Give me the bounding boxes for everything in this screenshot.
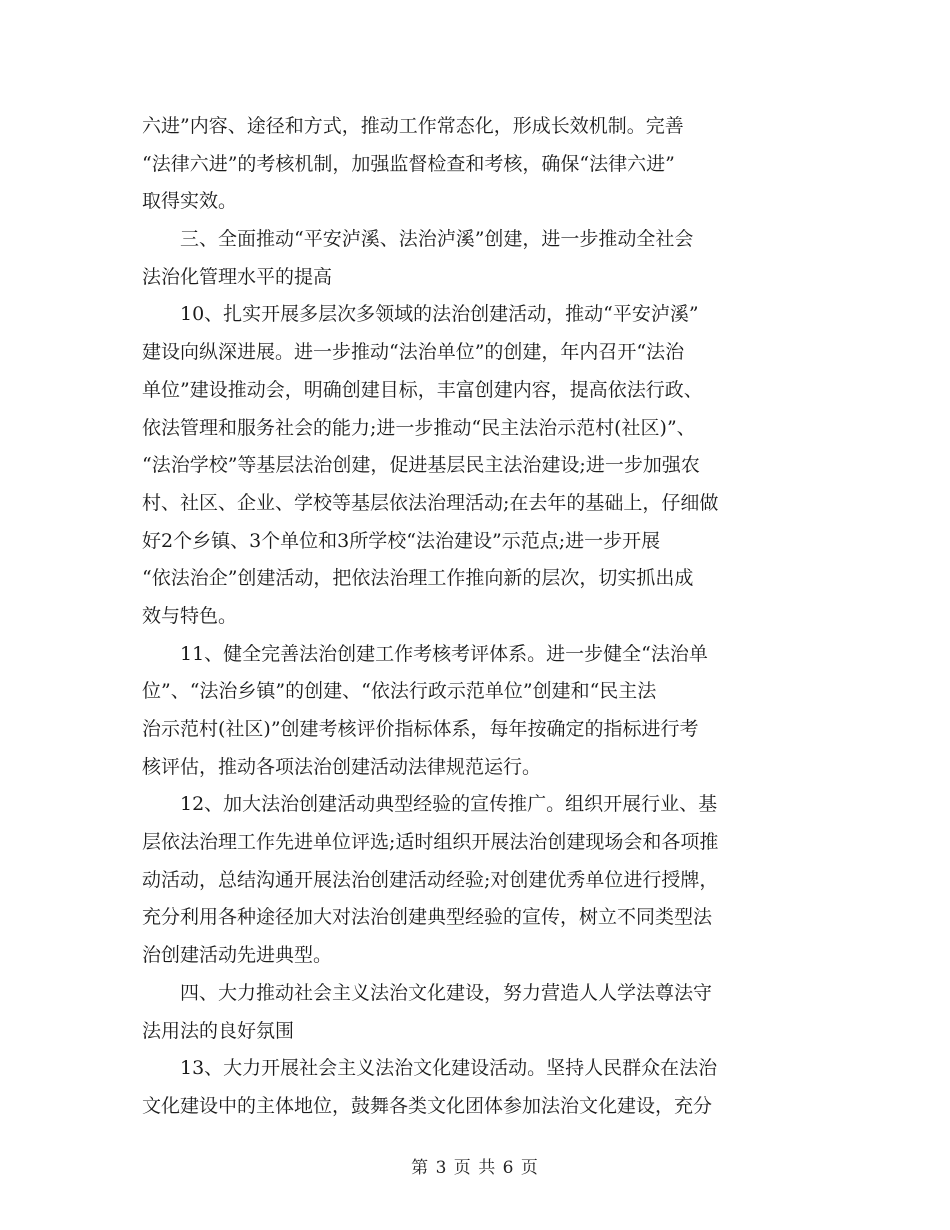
text-line: 充分利用各种途径加大对法治创建典型经验的宣传，树立不同类型法	[142, 906, 713, 929]
text-line: 法治化管理水平的提高	[142, 265, 333, 288]
page-footer: 第 3 页 共 6 页	[411, 1158, 539, 1178]
text-line: 六进”内容、途径和方式，推动工作常态化，形成长效机制。完善	[142, 115, 684, 137]
text-line: 治示范村(社区)”创建考核评价指标体系，每年按确定的指标进行考	[142, 718, 699, 740]
text-line: 建设向纵深进展。进一步推动“法治单位”的创建，年内召开“法治	[142, 341, 685, 364]
text-line: 11、健全完善法治创建工作考核考评体系。进一步健全“法治单	[180, 642, 708, 665]
text-line: 取得实效。	[142, 190, 238, 213]
text-line: 四、大力推动社会主义法治文化建设，努力营造人人学法尊法守	[180, 981, 713, 1004]
text-line: “法治学校”等基层法治创建，促进基层民主法治建设;进一步加强农	[142, 454, 700, 477]
text-line: “法律六进”的考核机制，加强监督检查和考核，确保“法律六进”	[142, 152, 675, 175]
text-line: 10、扎实开展多层次多领域的法治创建活动，推动“平安泸溪”	[180, 303, 699, 326]
text-line: 层依法治理工作先进单位评选;适时组织开展法治创建现场会和各项推	[142, 831, 719, 854]
text-line: 单位”建设推动会，明确创建目标，丰富创建内容，提高依法行政、	[142, 378, 703, 401]
text-line: 13、大力开展社会主义法治文化建设活动。坚持人民群众在法治	[180, 1057, 718, 1080]
text-line: 位”、“法治乡镇”的创建、“依法行政示范单位”创建和“民主法	[142, 680, 657, 703]
text-line: “依法治企”创建活动，把依法治理工作推向新的层次，切实抓出成	[142, 567, 694, 590]
text-line: 依法管理和服务社会的能力;进一步推动“民主法治示范村(社区)”、	[142, 416, 696, 439]
text-line: 12、加大法治创建活动典型经验的宣传推广。组织开展行业、基	[180, 793, 718, 816]
text-line: 治创建活动先进典型。	[142, 944, 333, 967]
text-line: 村、社区、企业、学校等基层依法治理活动;在去年的基础上，仔细做	[142, 491, 719, 514]
text-line: 核评估，推动各项法治创建活动法律规范运行。	[142, 755, 542, 778]
text-line: 效与特色。	[142, 604, 238, 627]
text-line: 三、全面推动“平安泸溪、法治泸溪”创建，进一步推动全社会	[180, 228, 694, 251]
text-line: 好2个乡镇、3个单位和3所学校“法治建设”示范点;进一步开展	[142, 529, 661, 552]
text-line: 动活动，总结沟通开展法治创建活动经验;对创建优秀单位进行授牌，	[142, 868, 719, 891]
text-line: 文化建设中的主体地位，鼓舞各类文化团体参加法治文化建设，充分	[142, 1094, 713, 1117]
document-body	[142, 108, 812, 1126]
text-line: 法用法的良好氛围	[142, 1019, 295, 1042]
